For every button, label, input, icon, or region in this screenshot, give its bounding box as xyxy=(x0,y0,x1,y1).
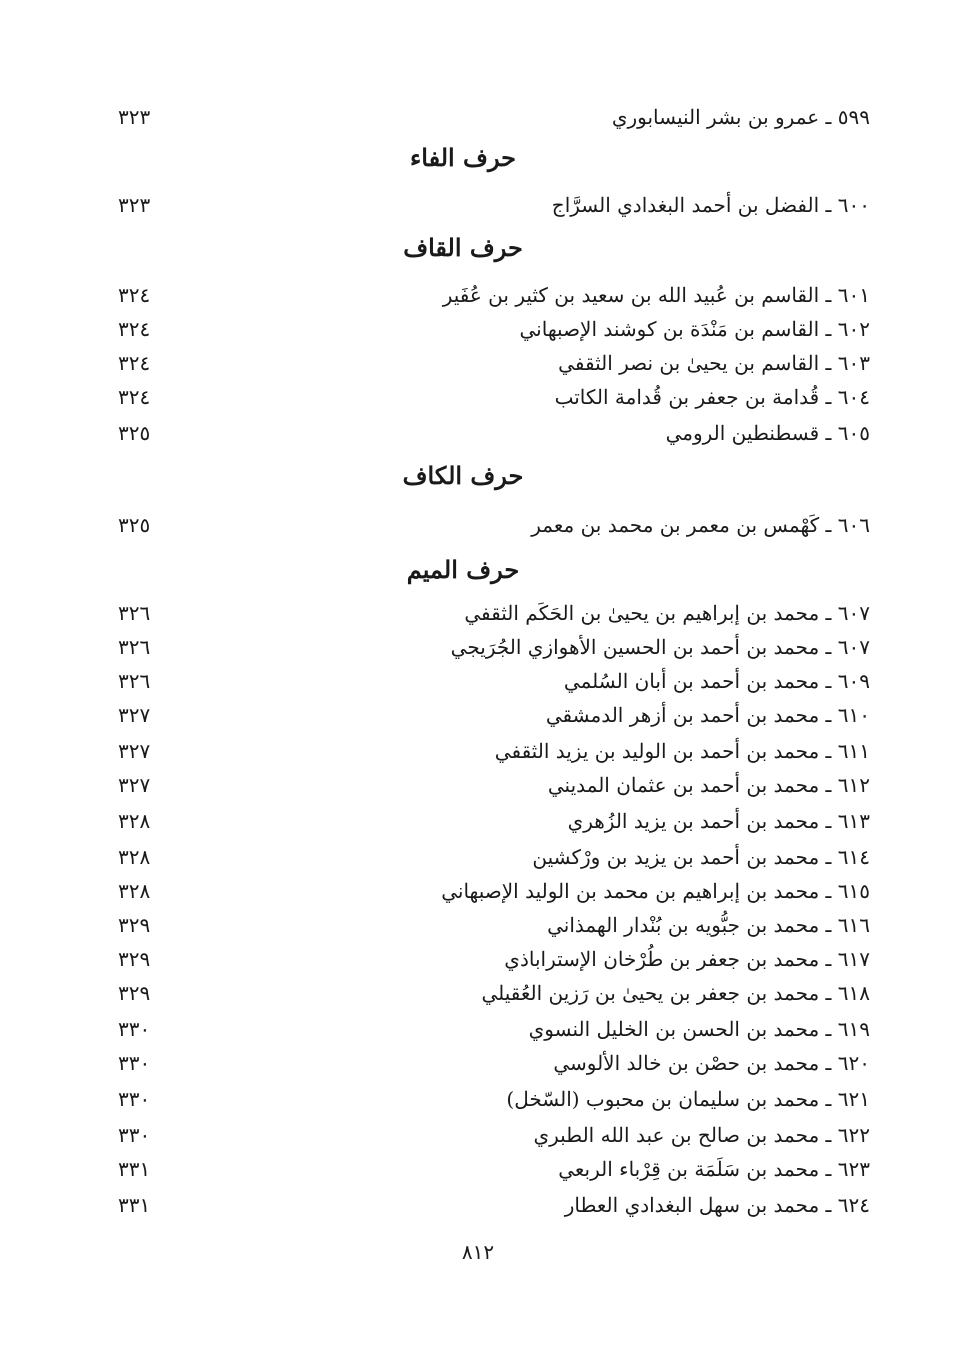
entry-page-number: ٣٣٠ xyxy=(118,1087,151,1111)
entry-page-number: ٣٢٨ xyxy=(118,809,151,833)
entry-page-number: ٣٢٦ xyxy=(118,669,151,693)
index-entry xyxy=(100,1012,870,1046)
entry-page-number: ٣٢٩ xyxy=(118,947,151,971)
section-heading: حرف الفاء xyxy=(409,143,517,172)
entry-page-number: ٣٣١ xyxy=(118,1157,151,1181)
index-entry xyxy=(100,508,870,542)
entry-title: ٦١٨ ـ محمد بن جعفر بن يحيىٰ بن رَزين العُقيلي xyxy=(481,981,870,1005)
section-heading: حرف الكاف xyxy=(402,461,524,490)
entry-title: ٦١٥ ـ محمد بن إبراهيم بن محمد بن الوليد الإصبهاني xyxy=(441,879,870,903)
entry-page-number: ٣٢٧ xyxy=(118,739,151,763)
entry-page-number: ٣٢٩ xyxy=(118,981,151,1005)
page-number: ٨١٢ xyxy=(461,1240,495,1264)
index-entry xyxy=(100,596,870,630)
entry-page-number: ٣٣١ xyxy=(118,1193,151,1217)
entry-title: ٦١٣ ـ محمد بن أحمد بن يزيد الزُهري xyxy=(567,809,870,833)
index-entry xyxy=(100,874,870,908)
entry-title: ٦١٦ ـ محمد بن جبُّويه بن بُنْدار الهمذاني xyxy=(547,913,870,937)
entry-page-number: ٣٢٥ xyxy=(118,513,151,537)
index-entry xyxy=(100,100,870,134)
entry-title: ٦١٠ ـ محمد بن أحمد بن أزهر الدمشقي xyxy=(545,703,870,727)
entry-page-number: ٣٣٠ xyxy=(118,1051,151,1075)
entry-title: ٥٩٩ ـ عمرو بن بشر النيسابوري xyxy=(611,105,870,129)
index-entry xyxy=(100,768,870,802)
entry-page-number: ٣٢٣ xyxy=(118,193,151,217)
entry-title: ٦٢١ ـ محمد بن سليمان بن محبوب (السّخل) xyxy=(506,1087,870,1111)
entry-page-number: ٣٢٩ xyxy=(118,913,151,937)
entry-title: ٦٠٤ ـ قُدامة بن جعفر بن قُدامة الكاتب xyxy=(554,385,870,409)
entry-title: ٦٠٦ ـ كَهْمس بن معمر بن محمد بن معمر xyxy=(531,513,870,537)
entry-title: ٦٠١ ـ القاسم بن عُبيد الله بن سعيد بن كثير بن عُفَير xyxy=(442,283,870,307)
entry-page-number: ٣٢٤ xyxy=(118,283,151,307)
entry-page-number: ٣٢٤ xyxy=(118,385,151,409)
index-entry xyxy=(100,346,870,380)
entry-title: ٦٠٥ ـ قسطنطين الرومي xyxy=(665,421,870,445)
index-entry xyxy=(100,1082,870,1116)
index-entry xyxy=(100,734,870,768)
entry-page-number: ٣٢٣ xyxy=(118,105,151,129)
entry-title: ٦٠٢ ـ القاسم بن مَنْدَة بن كوشند الإصبهاني xyxy=(519,317,870,341)
index-entry xyxy=(100,976,870,1010)
index-entry xyxy=(100,278,870,312)
index-entry xyxy=(100,840,870,874)
entry-page-number: ٣٢٦ xyxy=(118,635,151,659)
index-entry xyxy=(100,188,870,222)
entry-page-number: ٣٢٥ xyxy=(118,421,151,445)
entry-page-number: ٣٢٧ xyxy=(118,773,151,797)
entry-page-number: ٣٢٤ xyxy=(118,351,151,375)
index-entry xyxy=(100,908,870,942)
entry-title: ٦١٩ ـ محمد بن الحسن بن الخليل النسوي xyxy=(528,1017,870,1041)
entry-title: ٦١٤ ـ محمد بن أحمد بن يزيد بن ورْكشين xyxy=(532,845,870,869)
entry-title: ٦١٧ ـ محمد بن جعفر بن طُرْخان الإستراباذي xyxy=(504,947,870,971)
entry-page-number: ٣٣٠ xyxy=(118,1123,151,1147)
entry-page-number: ٣٢٦ xyxy=(118,601,151,625)
entry-title: ٦٠٣ ـ القاسم بن يحيىٰ بن نصر الثقفي xyxy=(558,351,870,375)
index-entry xyxy=(100,804,870,838)
entry-title: ٦٢٤ ـ محمد بن سهل البغدادي العطار xyxy=(564,1193,870,1217)
index-entry xyxy=(100,312,870,346)
index-entry xyxy=(100,1118,870,1152)
index-entry xyxy=(100,664,870,698)
index-entry xyxy=(100,1046,870,1080)
index-entry xyxy=(100,416,870,450)
entry-title: ٦٠٠ ـ الفضل بن أحمد البغدادي السرَّاج xyxy=(551,193,870,217)
entry-title: ٦٠٩ ـ محمد بن أحمد بن أبان السُلمي xyxy=(563,669,870,693)
entry-page-number: ٣٣٠ xyxy=(118,1017,151,1041)
entry-title: ٦١٢ ـ محمد بن أحمد بن عثمان المديني xyxy=(547,773,870,797)
index-entry xyxy=(100,698,870,732)
index-entry xyxy=(100,380,870,414)
entry-page-number: ٣٢٨ xyxy=(118,879,151,903)
entry-page-number: ٣٢٤ xyxy=(118,317,151,341)
entry-title: ٦٢٢ ـ محمد بن صالح بن عبد الله الطبري xyxy=(533,1123,870,1147)
entry-page-number: ٣٢٧ xyxy=(118,703,151,727)
section-heading: حرف الميم xyxy=(406,555,520,584)
index-entry xyxy=(100,1152,870,1186)
entry-title: ٦٠٧ ـ محمد بن أحمد بن الحسين الأهوازي الجُرَيجي xyxy=(450,635,870,659)
section-heading: حرف القاف xyxy=(403,233,523,262)
index-entry xyxy=(100,1188,870,1222)
entry-title: ٦١١ ـ محمد بن أحمد بن الوليد بن يزيد الثقفي xyxy=(494,739,870,763)
entry-title: ٦٢٣ ـ محمد بن سَلَمَة بن قِرْباء الربعي xyxy=(558,1157,870,1181)
entry-title: ٦٠٧ ـ محمد بن إبراهيم بن يحيىٰ بن الحَكَم الثقفي xyxy=(464,601,870,625)
index-entry xyxy=(100,942,870,976)
entry-title: ٦٢٠ ـ محمد بن حصْن بن خالد الألوسي xyxy=(553,1051,870,1075)
entry-page-number: ٣٢٨ xyxy=(118,845,151,869)
index-entry xyxy=(100,630,870,664)
